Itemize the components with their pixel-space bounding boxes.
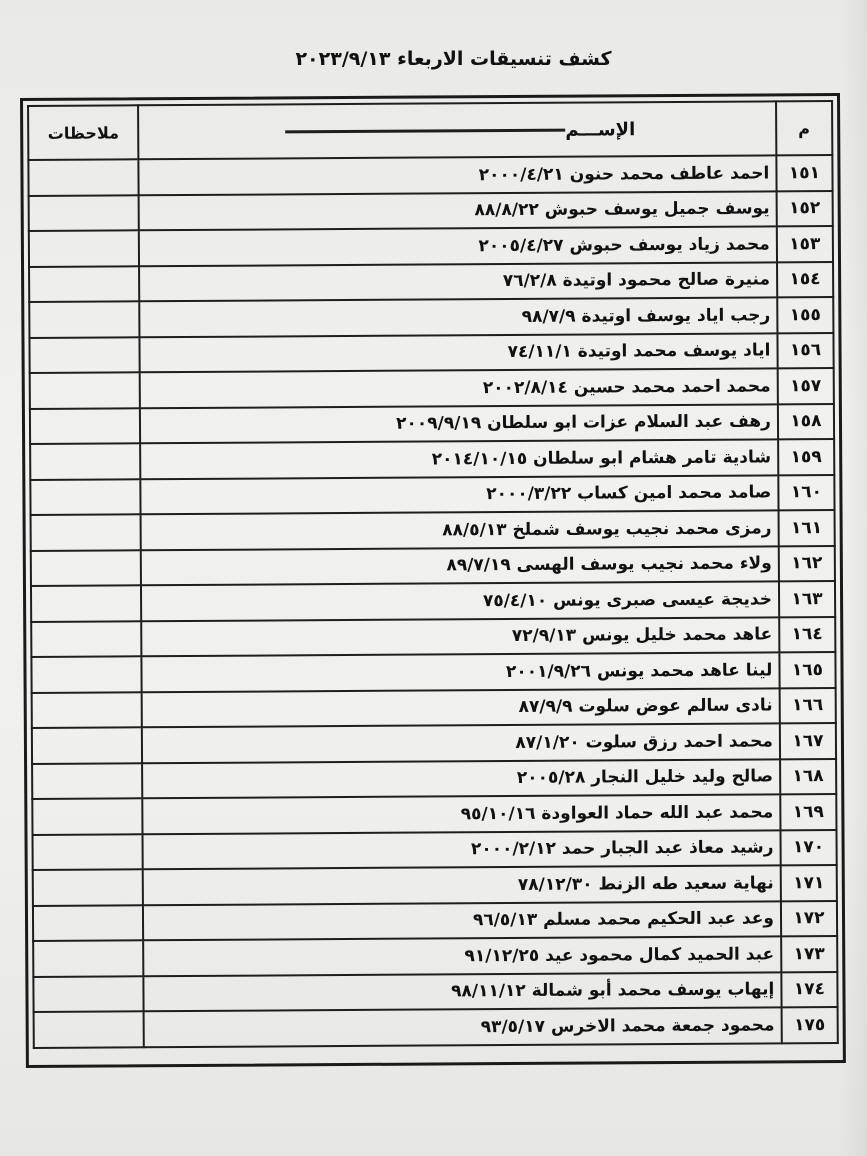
row-name: صامد محمد امين كساب ٢٠٠٠/٣/٢٢: [141, 475, 779, 514]
row-name: محمد زياد يوسف حبوش ٢٠٠٥/٤/٢٧: [139, 226, 777, 265]
table-row: [33, 901, 837, 941]
table-row: [33, 936, 837, 976]
row-notes: [29, 266, 140, 302]
row-notes: [34, 1011, 145, 1047]
row-name: ولاء محمد نجيب يوسف الهسى ٨٩/٧/١٩: [141, 546, 779, 585]
table-row: [32, 794, 836, 834]
row-name: خديجة عيسى صبرى يونس ٧٥/٤/١٠: [141, 581, 779, 620]
row-number: ١٥٢: [776, 191, 832, 227]
row-number: ١٦٠: [778, 475, 834, 511]
row-number: ١٦٦: [779, 688, 835, 724]
row-notes: [32, 763, 143, 799]
header-notes: ملاحظات: [28, 105, 139, 160]
row-name: رشيد معاذ عبد الجبار حمد ٢٠٠٠/٢/١٢: [143, 830, 781, 869]
table-header-row: [28, 101, 832, 160]
row-number: ١٦١: [778, 510, 834, 546]
table-row: [32, 759, 836, 799]
header-name-label: الإســـم: [565, 118, 636, 141]
row-number: ١٧٣: [781, 936, 837, 972]
row-notes: [32, 798, 143, 834]
row-name: رهف عبد السلام عزات ابو سلطان ٢٠٠٩/٩/١٩: [140, 404, 778, 443]
row-name: إيهاب يوسف محمد أبو شمالة ٩٨/١١/١٢: [144, 972, 782, 1011]
table-row: [31, 581, 835, 621]
row-notes: [31, 656, 142, 692]
row-notes: [32, 727, 143, 763]
table-row: [29, 191, 833, 231]
row-number: ١٥١: [776, 155, 832, 191]
table-row: [30, 368, 834, 408]
row-name: منيرة صالح محمود اوتيدة ٧٦/٢/٨: [139, 262, 777, 301]
row-number: ١٦٩: [780, 794, 836, 830]
row-number: ١٥٦: [777, 333, 833, 369]
table-row: [32, 688, 836, 728]
row-number: ١٦٤: [779, 617, 835, 653]
row-notes: [29, 195, 140, 231]
coordination-table: [27, 100, 839, 1048]
row-number: ١٧١: [781, 865, 837, 901]
row-notes: [29, 337, 140, 373]
row-name: محمود جمعة محمد الاخرس ٩٣/٥/١٧: [144, 1007, 782, 1046]
row-notes: [30, 372, 141, 408]
row-name: اياد يوسف محمد اوتيدة ٧٤/١١/١: [140, 333, 778, 372]
table-row: [34, 1007, 838, 1047]
table-row: [32, 830, 836, 870]
row-notes: [32, 692, 143, 728]
row-number: ١٧٠: [780, 830, 836, 866]
table-row: [30, 439, 834, 479]
row-notes: [30, 408, 141, 444]
row-number: ١٦٢: [779, 546, 835, 582]
row-name: يوسف جميل يوسف حبوش ٨٨/٨/٢٢: [139, 191, 777, 230]
row-notes: [33, 976, 144, 1012]
row-name: رمزى محمد نجيب يوسف شملخ ٨٨/٥/١٣: [141, 510, 779, 549]
row-notes: [30, 443, 141, 479]
table-row: [29, 297, 833, 337]
row-name: نهاية سعيد طه الزنط ٧٨/١٢/٣٠: [143, 865, 781, 904]
table-row: [29, 226, 833, 266]
table-row: [28, 155, 832, 195]
row-notes: [33, 905, 144, 941]
table-row: [30, 475, 834, 515]
document-title: كشف تنسيقات الاربعاء ٢٠٢٣/٩/١٣: [295, 48, 612, 70]
table-row: [31, 617, 835, 657]
row-number: ١٧٢: [781, 901, 837, 937]
row-name: شادية تامر هشام ابو سلطان ٢٠١٤/١٠/١٥: [140, 439, 778, 478]
row-notes: [31, 550, 142, 586]
row-name: محمد احمد محمد حسين ٢٠٠٢/٨/١٤: [140, 368, 778, 407]
row-number: ١٦٣: [779, 581, 835, 617]
row-number: ١٦٧: [780, 723, 836, 759]
row-number: ١٥٧: [778, 368, 834, 404]
row-notes: [28, 159, 139, 195]
row-number: ١٦٥: [779, 652, 835, 688]
row-notes: [33, 869, 144, 905]
row-name: احمد عاطف محمد حنون ٢٠٠٠/٤/٢١: [139, 155, 777, 194]
coordination-table-frame: [20, 93, 846, 1068]
row-number: ١٧٥: [781, 1007, 837, 1043]
table-row: [29, 262, 833, 302]
row-name: عاهد محمد خليل يونس ٧٢/٩/١٣: [141, 617, 779, 656]
table-row: [31, 652, 835, 692]
table-row: [33, 972, 837, 1012]
row-number: ١٥٤: [777, 262, 833, 298]
header-name: [138, 101, 776, 159]
row-notes: [30, 479, 141, 515]
table-row: [32, 723, 836, 763]
row-notes: [32, 834, 143, 870]
table-body: [28, 155, 837, 1047]
row-name: رجب اياد يوسف اوتيدة ٩٨/٧/٩: [140, 297, 778, 336]
row-number: ١٥٥: [777, 297, 833, 333]
table-row: [29, 333, 833, 373]
row-name: نادى سالم عوض سلوت ٨٧/٩/٩: [142, 688, 780, 727]
row-number: ١٥٩: [778, 439, 834, 475]
row-notes: [31, 585, 142, 621]
header-name-underline: [285, 128, 565, 133]
row-number: ١٥٣: [777, 226, 833, 262]
row-number: ١٦٨: [780, 759, 836, 795]
row-number: ١٥٨: [778, 404, 834, 440]
table-row: [33, 865, 837, 905]
row-name: وعد عبد الحكيم محمد مسلم ٩٦/٥/١٣: [143, 901, 781, 940]
row-notes: [31, 621, 142, 657]
row-number: ١٧٤: [781, 972, 837, 1008]
row-name: عبد الحميد كمال محمود عيد ٩١/١٢/٢٥: [143, 936, 781, 975]
table-row: [31, 510, 835, 550]
row-notes: [31, 514, 142, 550]
table-row: [31, 546, 835, 586]
row-name: لينا عاهد محمد يونس ٢٠٠١/٩/٢٦: [142, 652, 780, 691]
row-notes: [33, 940, 144, 976]
row-notes: [29, 301, 140, 337]
row-name: محمد عبد الله حماد العواودة ٩٥/١٠/١٦: [143, 794, 781, 833]
row-name: محمد احمد رزق سلوت ٨٧/١/٢٠: [142, 723, 780, 762]
row-name: صالح وليد خليل النجار ٢٠٠٥/٢٨: [142, 759, 780, 798]
table-row: [30, 404, 834, 444]
row-notes: [29, 230, 140, 266]
header-number: م: [776, 101, 832, 155]
